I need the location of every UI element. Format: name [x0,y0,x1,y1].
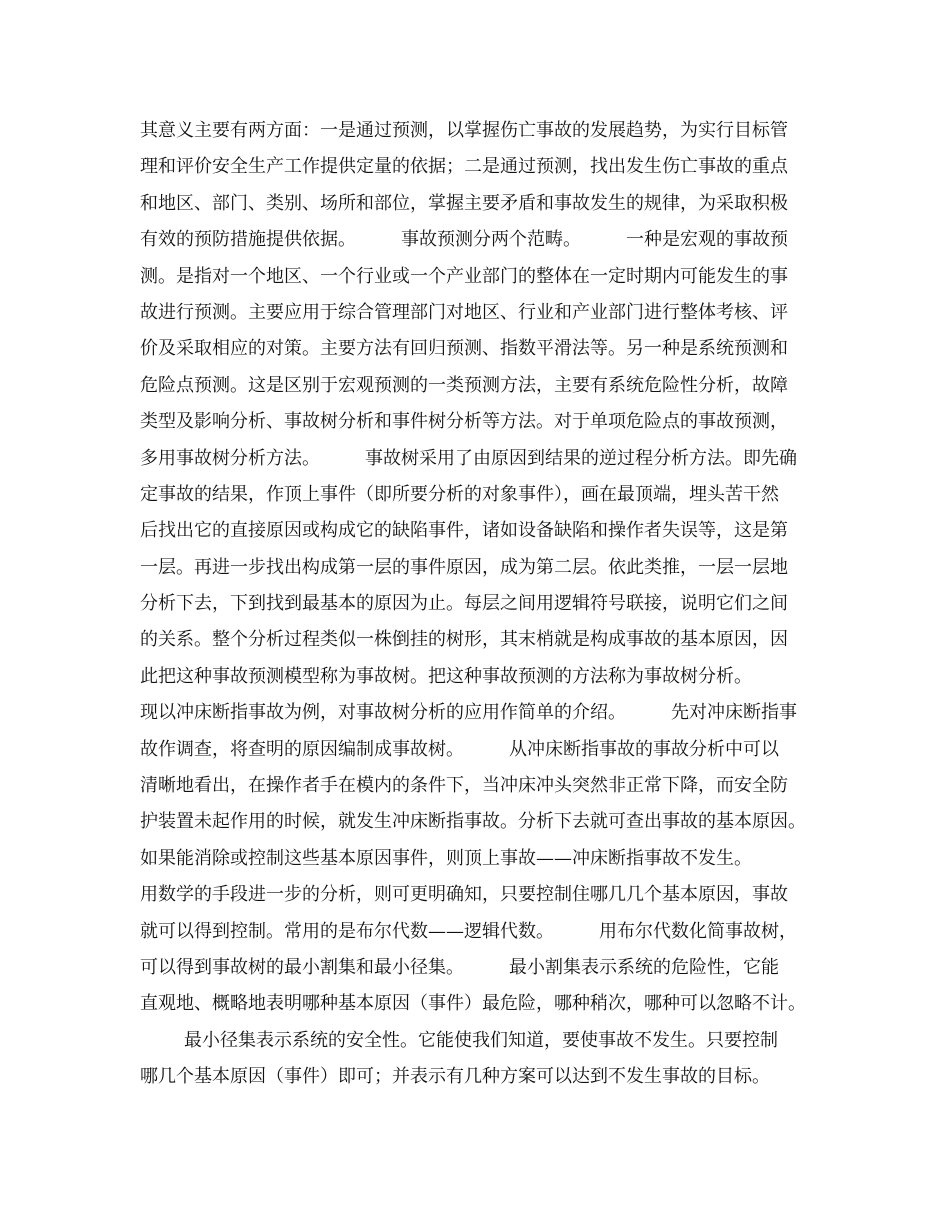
text-line-7: 价及采取相应的对策。主要方法有回归预测、指数平滑法等。另一种是系统预测和 [140,338,788,360]
text-line-24: 可以得到事故树的最小割集和最小径集。 最小割集表示系统的危险性，它能 [140,956,779,978]
text-line-20: 护装置未起作用的时候，就发生冲床断指事故。分析下去就可查出事故的基本原因。 [140,811,806,833]
text-line-13: 一层。再进一步找出构成第一层的事件原因，成为第二层。依此类推，一层一层地 [140,556,788,578]
text-line-17: 现以冲床断指事故为例，对事故树分析的应用作简单的介绍。 先对冲床断指事 [140,702,797,724]
text-line-22: 用数学的手段进一步的分析，则可更明确知，只要控制住哪几几个基本原因，事故 [140,884,788,906]
text-line-26: 最小径集表示系统的安全性。它能使我们知道，要使事故不发生。只要控制 [184,1029,778,1051]
text-line-6: 故进行预测。主要应用于综合管理部门对地区、行业和产业部门进行整体考核、评 [140,301,788,323]
text-line-12: 后找出它的直接原因或构成它的缺陷事件，诸如设备缺陷和操作者失误等，这是第 [140,520,788,542]
text-line-8: 危险点预测。这是区别于宏观预测的一类预测方法，主要有系统危险性分析，故障 [140,374,788,396]
text-line-11: 定事故的结果，作顶上事件（即所要分析的对象事件），画在最顶端，埋头苦干然 [140,483,779,505]
text-line-19: 清晰地看出，在操作者手在模内的条件下，当冲床冲头突然非正常下降，而安全防 [140,775,788,797]
text-line-25: 直观地、概略地表明哪种基本原因（事件）最危险，哪种稍次，哪种可以忽略不计。 [140,993,806,1015]
text-line-3: 和地区、部门、类别、场所和部位，掌握主要矛盾和事故发生的规律，为采取积极 [140,192,788,214]
text-line-18: 故作调查，将查明的原因编制成事故树。 从冲床断指事故的事故分析中可以 [140,738,779,760]
text-line-23: 就可以得到控制。常用的是布尔代数——逻辑代数。 用布尔代数化简事故树， [140,920,797,942]
body-text [140,113,830,1096]
text-line-5: 测。是指对一个地区、一个行业或一个产业部门的整体在一定时期内可能发生的事 [140,265,788,287]
text-line-1: 其意义主要有两方面：一是通过预测，以掌握伤亡事故的发展趋势，为实行目标管 [140,120,788,141]
text-line-10: 多用事故树分析方法。 事故树采用了由原因到结果的逆过程分析方法。即先确 [140,447,797,469]
text-line-21: 如果能消除或控制这些基本原因事件，则顶上事故——冲床断指事故不发生。 [140,847,752,869]
text-line-9: 类型及影响分析、事故树分析和事件树分析等方法。对于单项危险点的事故预测， [140,411,788,433]
text-line-14: 分析下去，下到找到最基本的原因为止。每层之间用逻辑符号联接，说明它们之间 [140,593,788,615]
text-line-16: 此把这种事故预测模型称为事故树。把这种事故预测的方法称为事故树分析。 [140,665,752,687]
text-line-27: 哪几个基本原因（事件）即可；并表示有几种方案可以达到不发生事故的目标。 [140,1066,770,1088]
text-line-4: 有效的预防措施提供依据。 事故预测分两个范畴。 一种是宏观的事故预 [140,229,788,251]
text-line-2: 理和评价安全生产工作提供定量的依据；二是通过预测，找出发生伤亡事故的重点 [140,156,788,178]
text-line-15: 的关系。整个分析过程类似一株倒挂的树形，其末梢就是构成事故的基本原因，因 [140,629,788,651]
